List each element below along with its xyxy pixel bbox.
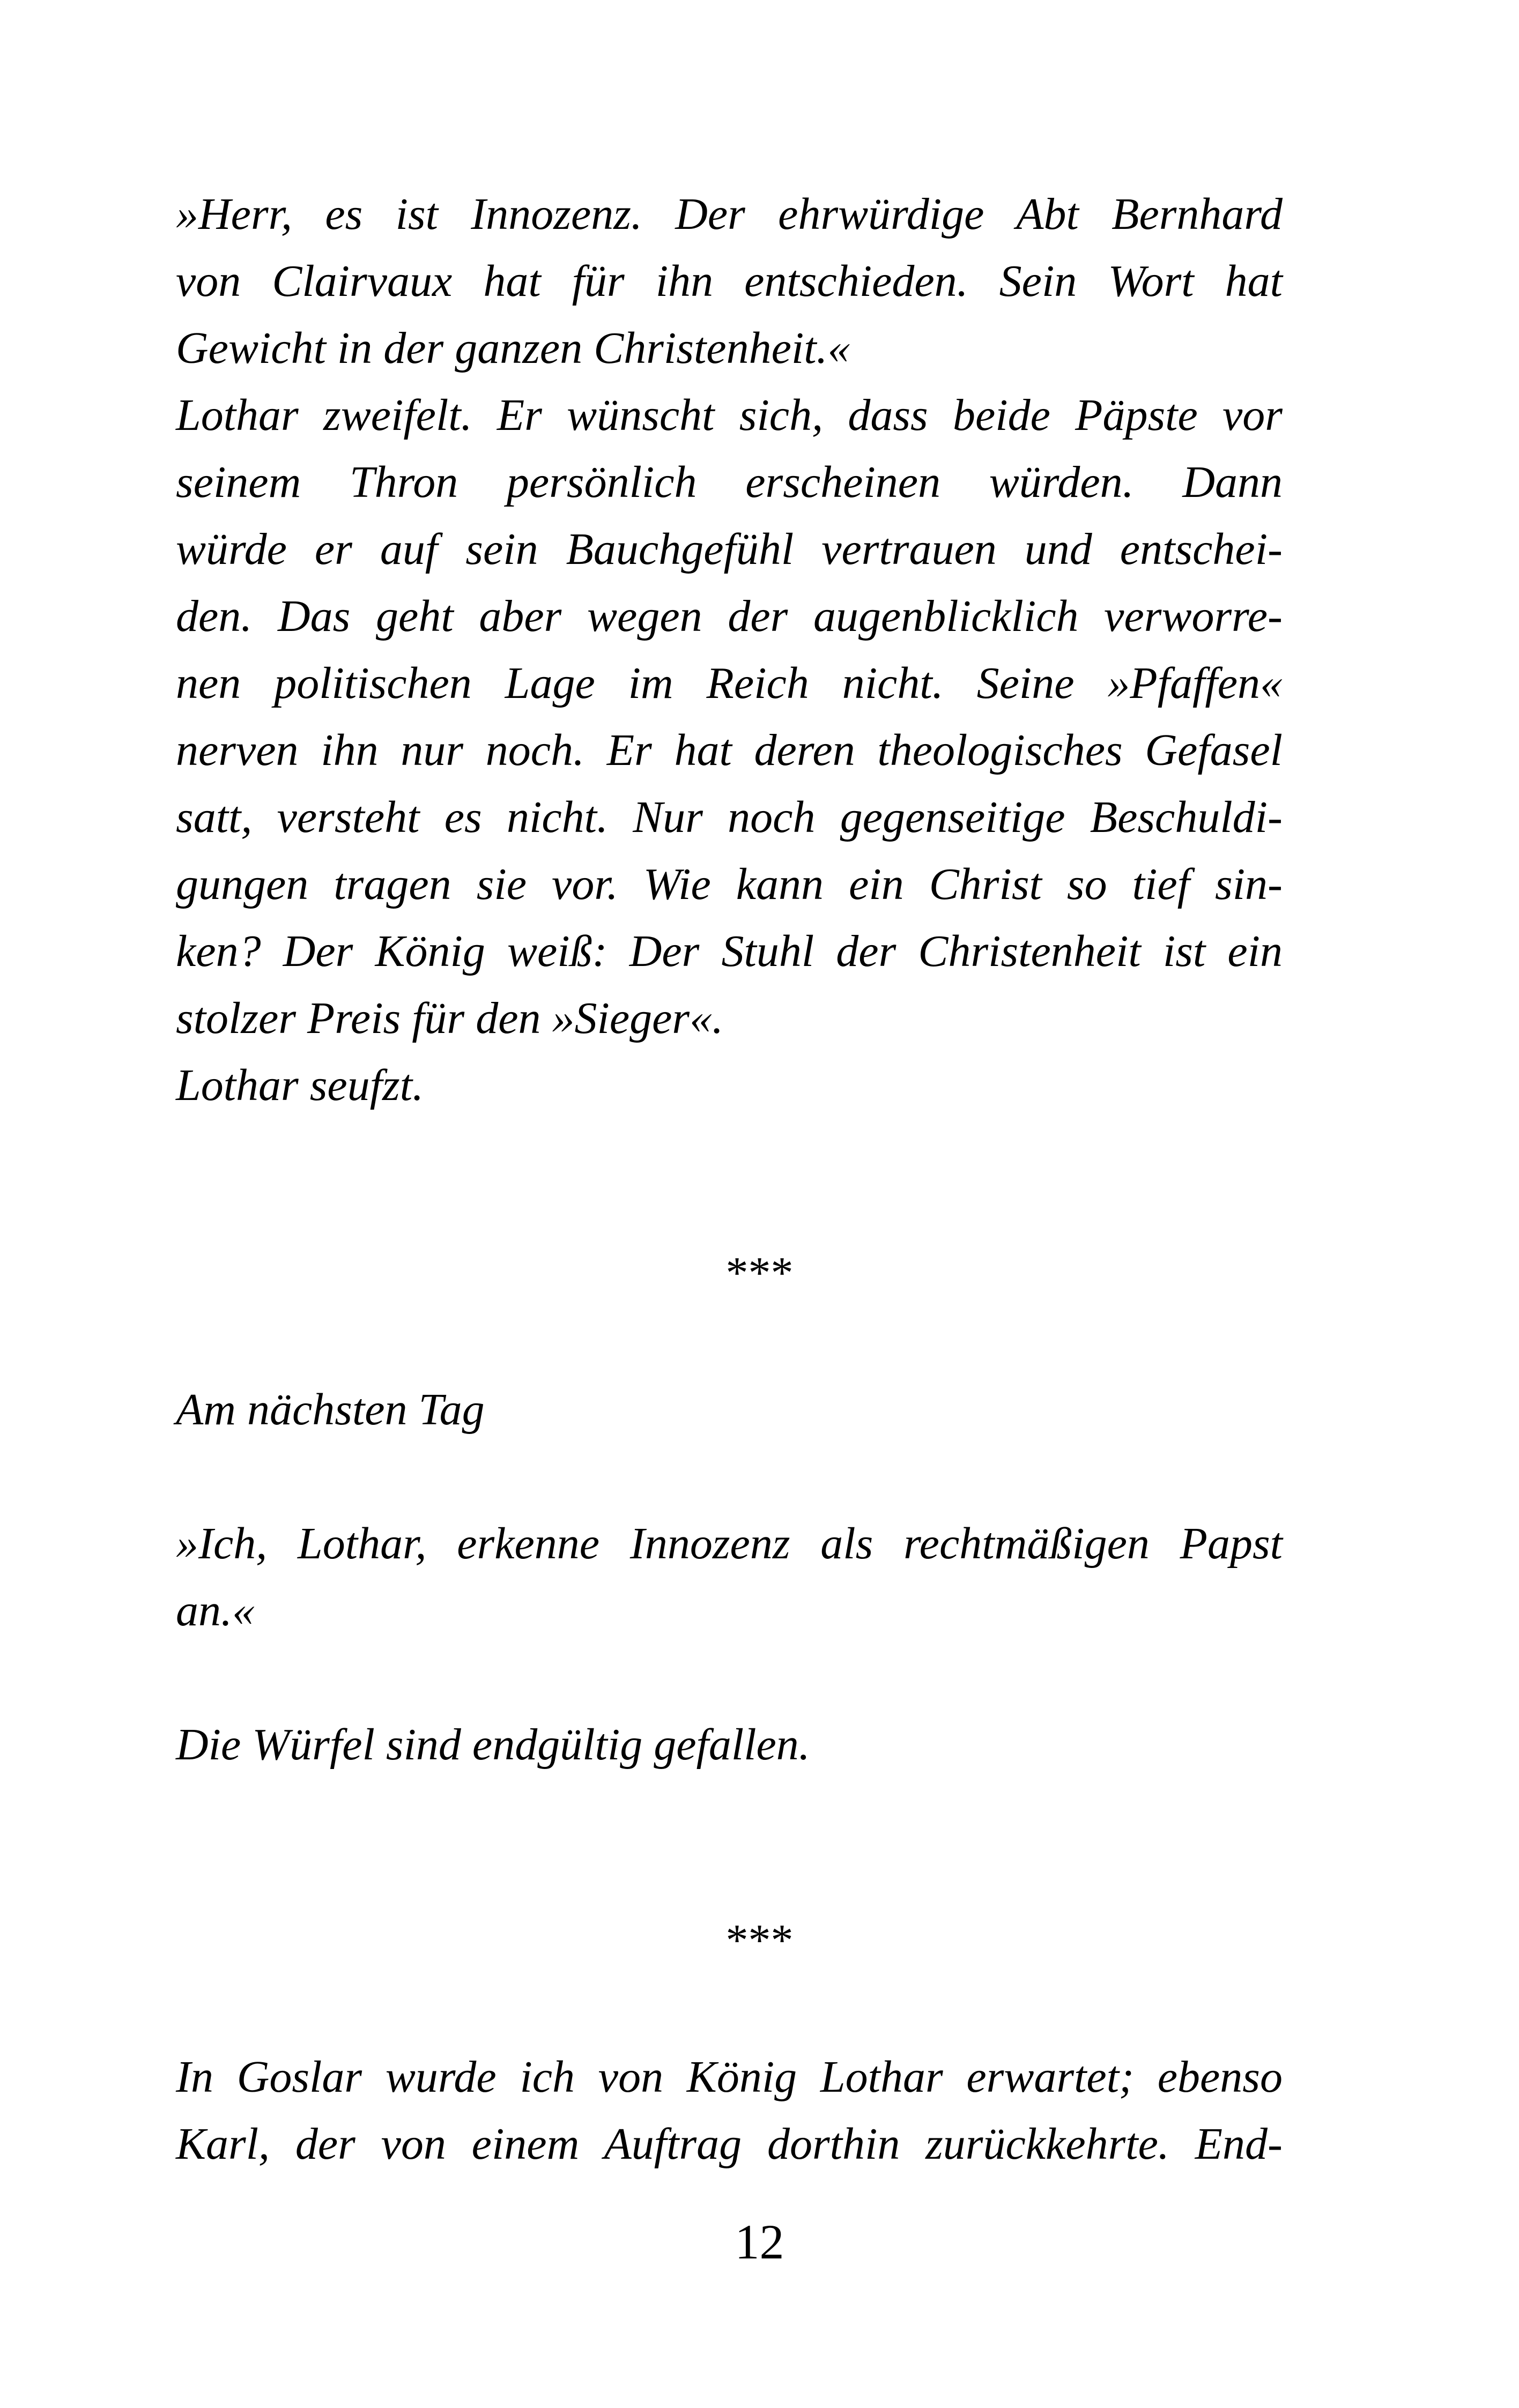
text-line: nerven ihn nur noch. Er hat deren theologisches Gefasel bbox=[176, 725, 1283, 775]
text-line: Gewicht in der ganzen Christenheit.« bbox=[176, 323, 850, 373]
text-line: Lothar seufzt. bbox=[176, 1060, 424, 1110]
text-line: In Goslar wurde ich von König Lothar erwartet; ebenso bbox=[176, 2052, 1283, 2102]
text-line: von Clairvaux hat für ihn entschieden. Sein Wort hat bbox=[176, 256, 1283, 306]
text-line: stolzer Preis für den »Sieger«. bbox=[176, 993, 724, 1043]
text-line: würde er auf sein Bauchgefühl vertrauen und entschei- bbox=[176, 524, 1283, 574]
text-line: Karl, der von einem Auftrag dorthin zurückkehrte. End- bbox=[176, 2119, 1283, 2169]
text-line: Lothar zweifelt. Er wünscht sich, dass beide Päpste vor bbox=[176, 390, 1283, 440]
text-line: »Ich, Lothar, erkenne Innozenz als rechtmäßigen Papst bbox=[176, 1519, 1283, 1569]
text-line: nen politischen Lage im Reich nicht. Seine »Pfaffen« bbox=[176, 658, 1283, 708]
page-number: 12 bbox=[735, 2214, 784, 2269]
text-line: an.« bbox=[176, 1586, 255, 1636]
text-line: den. Das geht aber wegen der augenblicklich verworre- bbox=[176, 591, 1283, 641]
section-separator: *** bbox=[725, 1248, 794, 1298]
text-line: ken? Der König weiß: Der Stuhl der Christenheit ist ein bbox=[176, 926, 1283, 976]
text-line: satt, versteht es nicht. Nur noch gegenseitige Beschuldi- bbox=[176, 792, 1283, 842]
section-heading: Am nächsten Tag bbox=[176, 1385, 485, 1435]
text-line: seinem Thron persönlich erscheinen würden. Dann bbox=[176, 457, 1283, 507]
text-line: »Herr, es ist Innozenz. Der ehrwürdige Abt Bernhard bbox=[176, 189, 1283, 239]
text-line: Die Würfel sind endgültig gefallen. bbox=[176, 1720, 810, 1770]
section-separator: *** bbox=[725, 1915, 794, 1965]
text-line: gungen tragen sie vor. Wie kann ein Christ so tief sin- bbox=[176, 859, 1283, 909]
